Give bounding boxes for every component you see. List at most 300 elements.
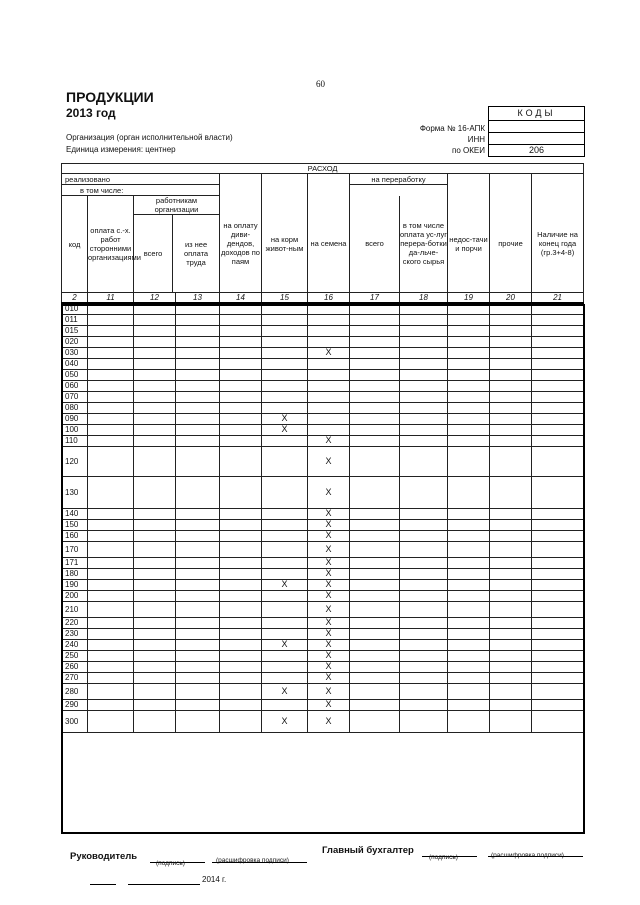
table-cell[interactable] [134,683,176,699]
table-cell[interactable] [350,508,400,519]
cell-feed-mark[interactable]: X [262,710,308,732]
table-cell[interactable] [134,325,176,336]
table-cell[interactable] [448,314,490,325]
table-cell[interactable] [88,650,134,661]
table-cell[interactable] [176,601,220,617]
table-cell[interactable] [134,336,176,347]
table-cell[interactable] [490,672,532,683]
table-cell[interactable] [448,568,490,579]
table-cell[interactable] [88,628,134,639]
cell-feed-mark[interactable] [262,601,308,617]
table-cell[interactable] [490,476,532,508]
table-cell[interactable] [400,639,448,650]
table-cell[interactable] [220,541,262,557]
table-cell[interactable] [448,358,490,369]
table-cell[interactable] [176,336,220,347]
table-cell[interactable] [176,325,220,336]
table-cell[interactable] [400,358,448,369]
table-cell[interactable] [532,628,584,639]
table-cell[interactable] [176,413,220,424]
table-cell[interactable] [448,336,490,347]
table-cell[interactable] [134,424,176,435]
table-cell[interactable] [350,628,400,639]
table-cell[interactable] [400,661,448,672]
table-cell[interactable] [448,413,490,424]
cell-seed-mark[interactable]: X [308,557,350,568]
table-cell[interactable] [400,424,448,435]
cell-seed-mark[interactable]: X [308,601,350,617]
table-cell[interactable] [448,699,490,710]
table-cell[interactable] [134,710,176,732]
table-cell[interactable] [220,325,262,336]
table-cell[interactable] [134,391,176,402]
table-cell[interactable] [350,590,400,601]
table-cell[interactable] [532,446,584,476]
table-cell[interactable] [134,314,176,325]
table-cell[interactable] [176,617,220,628]
table-cell[interactable] [490,590,532,601]
table-cell[interactable] [448,347,490,358]
table-cell[interactable] [220,672,262,683]
table-cell[interactable] [400,446,448,476]
table-cell[interactable] [532,358,584,369]
table-cell[interactable] [400,347,448,358]
cell-seed-mark[interactable] [308,413,350,424]
cell-feed-mark[interactable]: X [262,424,308,435]
table-cell[interactable] [176,579,220,590]
table-cell[interactable] [448,519,490,530]
table-cell[interactable] [134,590,176,601]
table-cell[interactable] [400,590,448,601]
table-cell[interactable] [400,508,448,519]
table-cell[interactable] [448,391,490,402]
table-cell[interactable] [532,347,584,358]
table-cell[interactable] [88,508,134,519]
cell-feed-mark[interactable] [262,391,308,402]
table-cell[interactable] [220,579,262,590]
table-cell[interactable] [88,424,134,435]
table-cell[interactable] [350,424,400,435]
table-cell[interactable] [176,590,220,601]
table-cell[interactable] [448,650,490,661]
cell-seed-mark[interactable]: X [308,446,350,476]
cell-feed-mark[interactable] [262,314,308,325]
table-cell[interactable] [400,699,448,710]
table-cell[interactable] [400,314,448,325]
table-cell[interactable] [88,710,134,732]
table-cell[interactable] [532,391,584,402]
table-cell[interactable] [448,590,490,601]
table-cell[interactable] [88,617,134,628]
cell-seed-mark[interactable]: X [308,617,350,628]
table-cell[interactable] [400,369,448,380]
table-cell[interactable] [220,557,262,568]
cell-feed-mark[interactable]: X [262,639,308,650]
table-cell[interactable] [490,314,532,325]
table-cell[interactable] [448,369,490,380]
table-cell[interactable] [350,336,400,347]
table-cell[interactable] [400,391,448,402]
table-cell[interactable] [220,424,262,435]
cell-feed-mark[interactable] [262,650,308,661]
table-cell[interactable] [220,628,262,639]
cell-feed-mark[interactable]: X [262,683,308,699]
table-cell[interactable] [176,683,220,699]
table-cell[interactable] [134,541,176,557]
table-cell[interactable] [532,579,584,590]
table-cell[interactable] [88,699,134,710]
table-cell[interactable] [88,568,134,579]
table-cell[interactable] [448,303,490,314]
table-cell[interactable] [532,683,584,699]
cell-seed-mark[interactable]: X [308,672,350,683]
table-cell[interactable] [350,683,400,699]
table-cell[interactable] [400,672,448,683]
table-cell[interactable] [88,530,134,541]
table-cell[interactable] [448,683,490,699]
table-cell[interactable] [490,391,532,402]
table-cell[interactable] [532,568,584,579]
table-cell[interactable] [220,358,262,369]
table-cell[interactable] [176,314,220,325]
table-cell[interactable] [88,336,134,347]
cell-seed-mark[interactable]: X [308,661,350,672]
table-cell[interactable] [350,557,400,568]
table-cell[interactable] [88,557,134,568]
table-cell[interactable] [400,683,448,699]
table-cell[interactable] [400,336,448,347]
table-cell[interactable] [490,402,532,413]
table-cell[interactable] [176,628,220,639]
table-cell[interactable] [134,628,176,639]
okei-box[interactable]: 206 [488,145,585,157]
table-cell[interactable] [532,617,584,628]
table-cell[interactable] [134,476,176,508]
table-cell[interactable] [490,303,532,314]
table-cell[interactable] [532,336,584,347]
table-cell[interactable] [134,380,176,391]
cell-seed-mark[interactable]: X [308,683,350,699]
table-cell[interactable] [134,617,176,628]
table-cell[interactable] [176,508,220,519]
cell-feed-mark[interactable] [262,347,308,358]
table-cell[interactable] [490,369,532,380]
cell-feed-mark[interactable] [262,476,308,508]
table-cell[interactable] [134,639,176,650]
inn-box[interactable] [488,133,585,145]
table-cell[interactable] [220,413,262,424]
table-cell[interactable] [448,579,490,590]
table-cell[interactable] [490,579,532,590]
table-cell[interactable] [176,303,220,314]
table-cell[interactable] [134,369,176,380]
table-cell[interactable] [532,424,584,435]
table-cell[interactable] [88,446,134,476]
table-cell[interactable] [134,661,176,672]
table-cell[interactable] [220,369,262,380]
table-cell[interactable] [88,325,134,336]
cell-seed-mark[interactable]: X [308,590,350,601]
table-cell[interactable] [176,530,220,541]
table-cell[interactable] [532,541,584,557]
table-cell[interactable] [350,303,400,314]
table-cell[interactable] [350,568,400,579]
table-cell[interactable] [532,557,584,568]
table-cell[interactable] [88,314,134,325]
table-cell[interactable] [400,650,448,661]
table-cell[interactable] [88,590,134,601]
table-cell[interactable] [220,661,262,672]
cell-seed-mark[interactable] [308,358,350,369]
table-cell[interactable] [350,391,400,402]
cell-seed-mark[interactable] [308,369,350,380]
table-cell[interactable] [400,530,448,541]
cell-feed-mark[interactable] [262,508,308,519]
table-cell[interactable] [532,402,584,413]
table-cell[interactable] [176,391,220,402]
date-day-line[interactable] [90,884,116,885]
table-cell[interactable] [220,699,262,710]
table-cell[interactable] [350,380,400,391]
table-cell[interactable] [448,617,490,628]
table-cell[interactable] [350,402,400,413]
table-cell[interactable] [88,347,134,358]
table-cell[interactable] [350,325,400,336]
table-cell[interactable] [490,530,532,541]
table-cell[interactable] [490,639,532,650]
table-cell[interactable] [400,617,448,628]
table-cell[interactable] [350,699,400,710]
table-cell[interactable] [490,601,532,617]
cell-feed-mark[interactable] [262,435,308,446]
cell-seed-mark[interactable]: X [308,541,350,557]
cell-seed-mark[interactable]: X [308,650,350,661]
table-cell[interactable] [490,683,532,699]
cell-feed-mark[interactable] [262,568,308,579]
table-cell[interactable] [88,369,134,380]
cell-feed-mark[interactable] [262,617,308,628]
table-cell[interactable] [490,661,532,672]
table-cell[interactable] [134,413,176,424]
table-cell[interactable] [490,699,532,710]
table-cell[interactable] [134,557,176,568]
cell-seed-mark[interactable]: X [308,530,350,541]
table-cell[interactable] [350,650,400,661]
table-cell[interactable] [220,303,262,314]
table-cell[interactable] [448,424,490,435]
table-cell[interactable] [176,347,220,358]
table-cell[interactable] [400,579,448,590]
cell-seed-mark[interactable] [308,380,350,391]
table-cell[interactable] [448,380,490,391]
table-cell[interactable] [350,617,400,628]
table-cell[interactable] [220,590,262,601]
table-cell[interactable] [532,508,584,519]
table-cell[interactable] [176,380,220,391]
table-cell[interactable] [220,710,262,732]
table-cell[interactable] [220,476,262,508]
table-cell[interactable] [350,314,400,325]
table-cell[interactable] [220,508,262,519]
cell-feed-mark[interactable] [262,590,308,601]
table-cell[interactable] [176,672,220,683]
table-cell[interactable] [88,303,134,314]
table-cell[interactable] [220,336,262,347]
cell-feed-mark[interactable] [262,325,308,336]
table-cell[interactable] [134,699,176,710]
cell-feed-mark[interactable] [262,699,308,710]
table-cell[interactable] [88,402,134,413]
table-cell[interactable] [350,661,400,672]
table-cell[interactable] [350,530,400,541]
cell-seed-mark[interactable]: X [308,568,350,579]
table-cell[interactable] [176,710,220,732]
cell-feed-mark[interactable] [262,303,308,314]
table-cell[interactable] [448,541,490,557]
table-cell[interactable] [400,303,448,314]
table-cell[interactable] [532,413,584,424]
table-cell[interactable] [532,650,584,661]
table-cell[interactable] [532,530,584,541]
table-cell[interactable] [176,435,220,446]
table-cell[interactable] [220,402,262,413]
table-cell[interactable] [134,672,176,683]
cell-seed-mark[interactable] [308,402,350,413]
table-cell[interactable] [400,435,448,446]
table-cell[interactable] [490,413,532,424]
table-cell[interactable] [88,391,134,402]
table-cell[interactable] [350,639,400,650]
table-cell[interactable] [490,568,532,579]
table-cell[interactable] [134,347,176,358]
cell-seed-mark[interactable] [308,391,350,402]
table-cell[interactable] [220,683,262,699]
table-cell[interactable] [490,446,532,476]
table-cell[interactable] [532,369,584,380]
cell-feed-mark[interactable] [262,541,308,557]
cell-seed-mark[interactable]: X [308,710,350,732]
table-cell[interactable] [134,601,176,617]
table-cell[interactable] [220,617,262,628]
table-cell[interactable] [490,380,532,391]
cell-feed-mark[interactable]: X [262,579,308,590]
table-cell[interactable] [176,661,220,672]
cell-seed-mark[interactable]: X [308,476,350,508]
table-cell[interactable] [88,413,134,424]
table-cell[interactable] [448,661,490,672]
table-cell[interactable] [88,358,134,369]
table-cell[interactable] [350,672,400,683]
table-cell[interactable] [532,661,584,672]
table-cell[interactable] [490,325,532,336]
table-cell[interactable] [400,519,448,530]
table-cell[interactable] [176,358,220,369]
table-cell[interactable] [88,435,134,446]
form-code-box[interactable] [488,121,585,133]
table-cell[interactable] [448,639,490,650]
table-cell[interactable] [400,710,448,732]
table-cell[interactable] [490,508,532,519]
table-cell[interactable] [220,519,262,530]
table-cell[interactable] [134,435,176,446]
table-cell[interactable] [490,650,532,661]
table-cell[interactable] [400,413,448,424]
table-cell[interactable] [448,710,490,732]
table-cell[interactable] [490,541,532,557]
table-cell[interactable] [490,628,532,639]
table-cell[interactable] [220,650,262,661]
table-cell[interactable] [532,710,584,732]
table-cell[interactable] [448,672,490,683]
table-cell[interactable] [220,435,262,446]
table-cell[interactable] [400,380,448,391]
table-cell[interactable] [88,639,134,650]
table-cell[interactable] [220,314,262,325]
table-cell[interactable] [176,369,220,380]
table-cell[interactable] [490,435,532,446]
cell-seed-mark[interactable]: X [308,347,350,358]
table-cell[interactable] [400,541,448,557]
table-cell[interactable] [176,424,220,435]
table-cell[interactable] [490,347,532,358]
table-cell[interactable] [448,446,490,476]
table-cell[interactable] [448,402,490,413]
table-cell[interactable] [88,519,134,530]
table-cell[interactable] [448,557,490,568]
cell-seed-mark[interactable] [308,336,350,347]
table-cell[interactable] [448,628,490,639]
cell-feed-mark[interactable] [262,446,308,476]
table-cell[interactable] [134,579,176,590]
cell-seed-mark[interactable] [308,303,350,314]
cell-seed-mark[interactable] [308,314,350,325]
table-cell[interactable] [134,650,176,661]
table-cell[interactable] [490,710,532,732]
table-cell[interactable] [350,347,400,358]
table-cell[interactable] [532,519,584,530]
table-cell[interactable] [134,519,176,530]
table-cell[interactable] [350,541,400,557]
table-cell[interactable] [88,380,134,391]
table-cell[interactable] [220,391,262,402]
table-cell[interactable] [350,601,400,617]
table-cell[interactable] [490,424,532,435]
cell-seed-mark[interactable]: X [308,579,350,590]
cell-seed-mark[interactable]: X [308,699,350,710]
table-cell[interactable] [176,519,220,530]
table-cell[interactable] [134,402,176,413]
table-cell[interactable] [220,601,262,617]
table-cell[interactable] [220,568,262,579]
cell-feed-mark[interactable] [262,369,308,380]
table-cell[interactable] [490,336,532,347]
table-cell[interactable] [88,683,134,699]
table-cell[interactable] [532,314,584,325]
table-cell[interactable] [134,303,176,314]
table-cell[interactable] [448,435,490,446]
table-cell[interactable] [176,557,220,568]
table-cell[interactable] [88,579,134,590]
cell-feed-mark[interactable] [262,358,308,369]
table-cell[interactable] [88,476,134,508]
table-cell[interactable] [220,446,262,476]
table-cell[interactable] [350,476,400,508]
table-cell[interactable] [350,358,400,369]
table-cell[interactable] [400,402,448,413]
table-cell[interactable] [176,476,220,508]
table-cell[interactable] [532,590,584,601]
table-cell[interactable] [220,380,262,391]
